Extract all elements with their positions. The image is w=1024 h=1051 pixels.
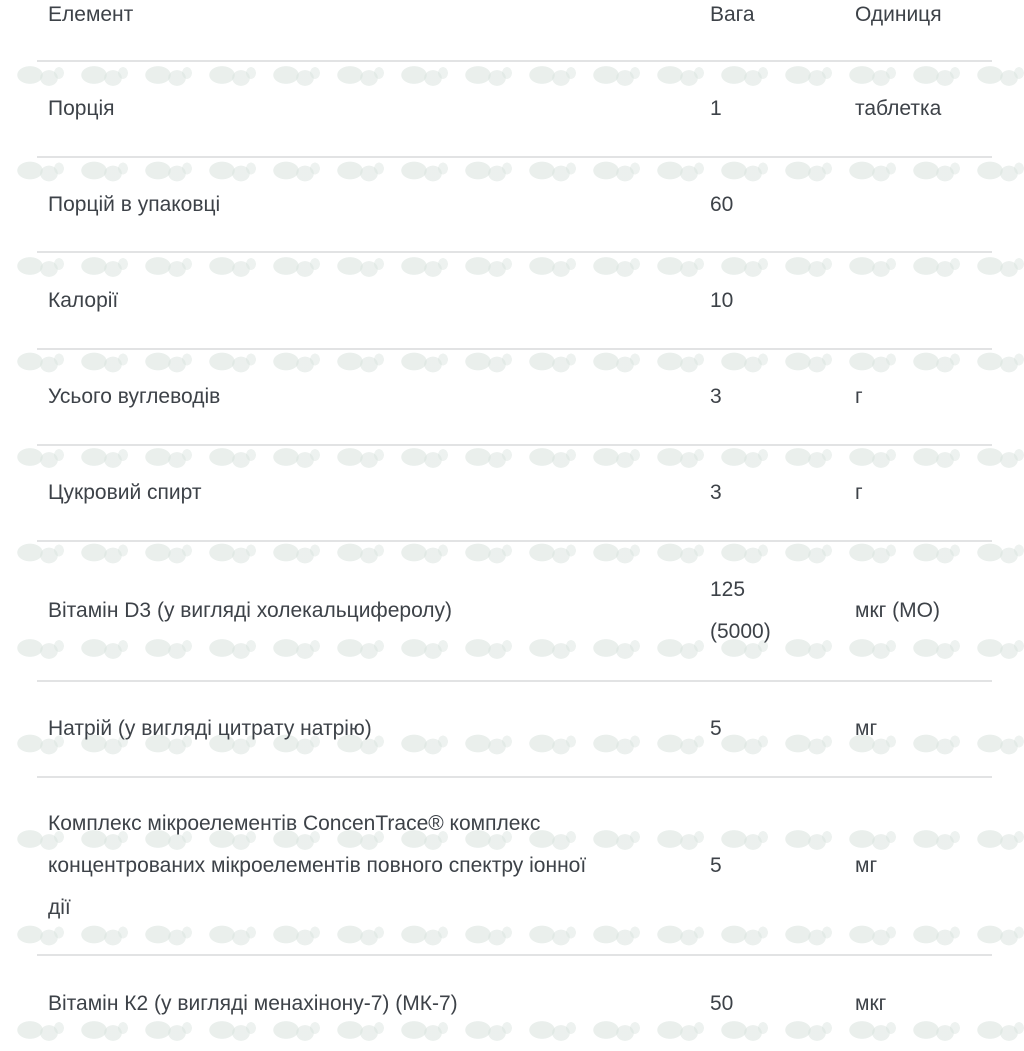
table-row <box>37 682 992 778</box>
table-row <box>37 253 992 350</box>
weight-cell: 5 <box>710 854 722 877</box>
supplement-facts-table <box>37 0 992 1051</box>
table-header-row <box>37 0 992 62</box>
element-cell: Цукровий спирт <box>48 481 202 504</box>
element-cell: Калорії <box>48 288 119 312</box>
element-cell: Вітамін К2 (у вигляді менахінону-7) (МК-7) <box>48 991 458 1015</box>
weight-cell: 3 <box>710 385 722 408</box>
unit-cell: таблетка <box>855 97 942 120</box>
unit-cell: мг <box>855 854 878 877</box>
weight-cell: 125 (5000) <box>710 578 771 643</box>
table-row <box>37 350 992 446</box>
weight-cell: 10 <box>710 288 734 312</box>
table-row <box>37 446 992 542</box>
column-header-element: Елемент <box>48 3 134 26</box>
weight-cell: 5 <box>710 717 722 740</box>
unit-cell: мкг (МО) <box>855 599 940 622</box>
table-row <box>37 956 992 1051</box>
column-header-unit: Одиниця <box>855 3 942 26</box>
element-cell: Порція <box>48 97 115 120</box>
column-header-weight: Вага <box>710 3 755 26</box>
table-row <box>37 542 992 682</box>
table-row <box>37 158 992 253</box>
unit-cell: мг <box>855 717 878 740</box>
element-cell: Усього вуглеводів <box>48 385 221 408</box>
element-cell: Натрій (у вигляді цитрату натрію) <box>48 717 372 740</box>
element-cell: Порцій в упаковці <box>48 192 221 216</box>
table-row <box>37 778 992 956</box>
weight-cell: 1 <box>710 97 722 120</box>
table-row <box>37 62 992 158</box>
unit-cell: г <box>855 385 863 408</box>
unit-cell: г <box>855 481 863 504</box>
weight-cell: 60 <box>710 192 734 216</box>
element-cell: Вітамін D3 (у вигляді холекальциферолу) <box>48 599 453 622</box>
weight-cell: 50 <box>710 991 734 1015</box>
weight-cell: 3 <box>710 481 722 504</box>
unit-cell: мкг <box>855 991 887 1015</box>
element-cell: Комплекс мікроелементів ConcenTrace® комплекс концентрованих мікроелементів повного спектру іонної дії <box>48 812 587 919</box>
